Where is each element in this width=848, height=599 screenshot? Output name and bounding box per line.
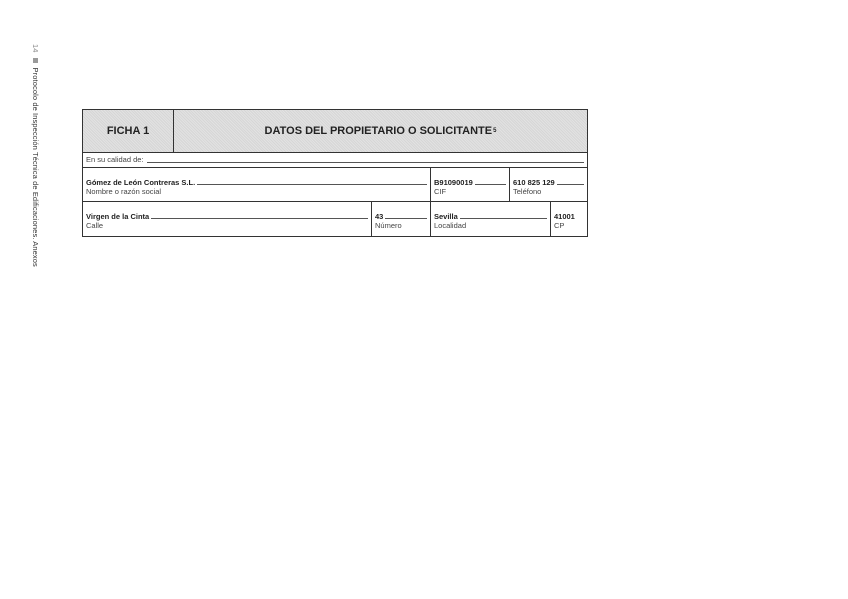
cif-field[interactable] — [431, 168, 510, 201]
ficha-number: FICHA 1 — [83, 110, 174, 152]
address-row — [83, 202, 587, 236]
calidad-field[interactable] — [83, 153, 587, 167]
cp-value: 41001 — [554, 212, 575, 221]
numero-line — [385, 218, 427, 219]
numero-value: 43 — [375, 212, 384, 221]
document-title: Protocolo de Inspección Técnica de Edificaciones. Anexos — [31, 67, 40, 267]
localidad-value: Sevilla — [434, 212, 458, 221]
nombre-field[interactable] — [83, 168, 431, 201]
calidad-line — [147, 162, 584, 163]
calle-value: Virgen de la Cinta — [86, 212, 150, 221]
nombre-line — [197, 184, 427, 185]
localidad-line — [460, 218, 547, 219]
side-header — [29, 44, 41, 274]
cif-value: B91090019 — [434, 178, 473, 187]
telefono-value: 610 825 129 — [513, 178, 555, 187]
calle-line — [151, 218, 368, 219]
cp-label: CP — [554, 221, 565, 230]
calidad-row — [83, 153, 587, 168]
numero-field[interactable] — [372, 202, 431, 236]
localidad-label: Localidad — [434, 221, 467, 230]
telefono-line — [557, 184, 584, 185]
form-title-text: DATOS DEL PROPIETARIO O SOLICITANTE — [264, 125, 493, 137]
page-number: 14 — [31, 44, 40, 53]
form-title — [174, 110, 587, 152]
square-bullet-icon — [33, 58, 38, 63]
form-header — [83, 110, 587, 153]
calle-field[interactable] — [83, 202, 372, 236]
calle-label: Calle — [86, 221, 104, 230]
telefono-label: Teléfono — [513, 187, 542, 196]
calidad-label: En su calidad de: — [86, 155, 144, 164]
nombre-value: Gómez de León Contreras S.L. — [86, 178, 196, 187]
ficha-form — [82, 109, 588, 237]
localidad-field[interactable] — [431, 202, 551, 236]
numero-label: Número — [375, 221, 402, 230]
cif-label: CIF — [434, 187, 447, 196]
telefono-field[interactable] — [510, 168, 587, 201]
identity-row — [83, 168, 587, 202]
nombre-label: Nombre o razón social — [86, 187, 162, 196]
cif-line — [475, 184, 506, 185]
footnote-marker: 5 — [493, 128, 497, 134]
cp-field[interactable] — [551, 202, 587, 236]
